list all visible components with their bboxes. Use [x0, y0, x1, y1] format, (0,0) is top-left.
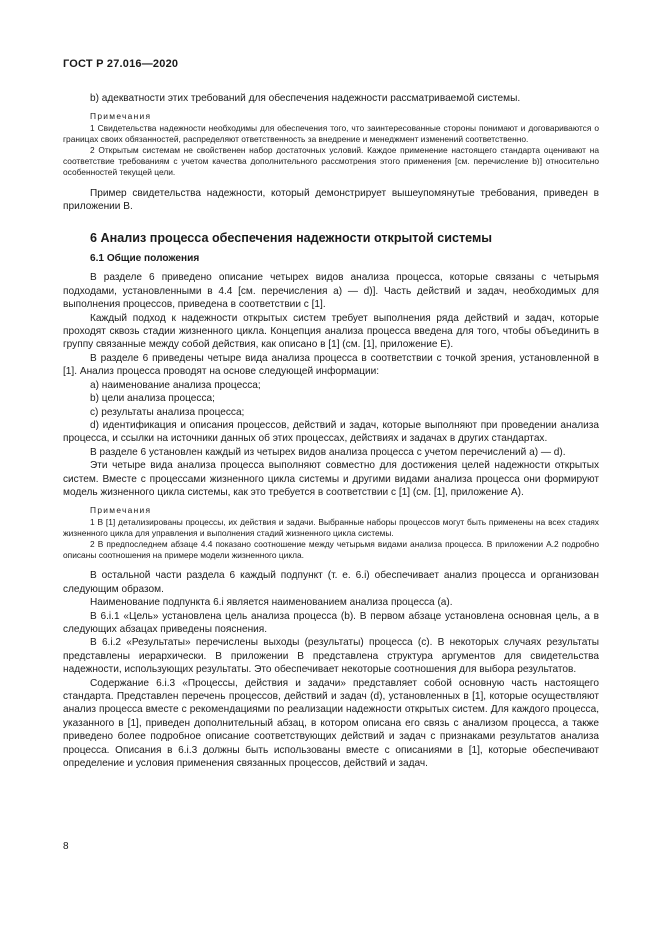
- list-item-a: a) наименование анализа процесса;: [90, 379, 261, 391]
- paragraph: В 6.i.2 «Результаты» перечислены выходы (результаты) процесса (с). В некоторых случаях результаты представлены иерархически. В приложении В представлена структура аргументов для свидетельства надежности, использующих результаты. Это обеспечивает некоторые соотношения для выбора результатов.: [63, 637, 599, 676]
- list-item-b: b) адекватности этих требований для обеспечения надежности рассматриваемой системы.: [90, 93, 521, 104]
- standard-header: ГОСТ Р 27.016—2020: [63, 58, 179, 70]
- list-item-d: d) идентификация и описания процессов, действий и задач, которые выполняют при проведении анализа процесса, и ссылки на источники данных об этих процессах, действиях и задачах в других стандартах.: [63, 419, 599, 445]
- note-2: 2 Открытым системам не свойственен набор достаточных условий. Каждое применение настоящего стандарта оценивают на соответствие требованиям с учетом качества дополнительного рассмотрения этого применения [см. перечисление b)] относительно особенностей текущей цели.: [63, 145, 599, 178]
- paragraph: В 6.i.1 «Цель» установлена цель анализа процесса (b). В первом абзаце установлена основная цель, а в следующих абзацах приведены пояснения.: [63, 610, 599, 635]
- page-content: [63, 92, 599, 770]
- notes-heading: Примечания: [90, 505, 152, 516]
- subsection-heading: 6.1 Общие положения: [90, 253, 200, 265]
- paragraph: Наименование подпункта 6.i является наименованием анализа процесса (а).: [90, 597, 453, 609]
- paragraph: В остальной части раздела 6 каждый подпункт (т. е. 6.i) обеспечивает анализ процесса и организован следующим образом.: [63, 570, 599, 595]
- note-2: 2 В предпоследнем абзаце 4.4 показано соотношение между четырьмя видами анализа процесса. В приложении А.2 подробно описаны соотношения на примере модели жизненного цикла.: [63, 538, 599, 561]
- page-number: 8: [63, 841, 69, 852]
- paragraph: Содержание 6.i.3 «Процессы, действия и задачи» представляет собой основную часть настоящего стандарта. Представлен перечень процессов, действий и задач (d), установленных в [1], которые осуществляют анализ процесса вместе с рекомендациями по реализации надежности открытых систем. Для каждого процесса, указанного в [1], приведен дополнительный абзац, в котором описана его связь с анализом процесса, а также приведено более подробное описание соответствующих действий и задач с признаками результатов анализа процесса. Описания в 6.i.3 должны быть использованы вместе с описаниями в [1], которые обеспечивают определение и условия применения связанных процессов, действий и задач.: [63, 677, 599, 770]
- list-item-b: b) цели анализа процесса;: [90, 393, 215, 405]
- notes-heading: Примечания: [90, 111, 152, 122]
- section-heading: 6 Анализ процесса обеспечения надежности открытой системы: [90, 231, 493, 246]
- paragraph: В разделе 6 приведено описание четырех видов анализа процесса, которые связаны с четырьмя подходами, установленными в 4.4 [см. перечисления а) — d)]. Часть действий и задач, необходимых для выполнения процессов, приведена в соответствии с [1].: [63, 272, 599, 311]
- paragraph: В разделе 6 приведены четыре вида анализа процесса в соответствии с точкой зрения, установленной в [1]. Анализ процесса проводят на основе следующей информации:: [63, 352, 599, 378]
- note-1: 1 В [1] детализированы процессы, их действия и задачи. Выбранные наборы процессов могут быть применены на всех стадиях жизненного цикла для управления и выполнения стадий жизненного цикла системы.: [63, 516, 599, 538]
- paragraph: Эти четыре вида анализа процесса выполняют совместно для достижения целей надежности открытых систем. Вместе с процессами жизненного цикла системы и другими видами анализа процесса они формируют модель жизненного цикла системы, как это требуется в соответствии с [1] (см. [1], приложение А).: [63, 460, 599, 498]
- paragraph: Каждый подход к надежности открытых систем требует выполнения ряда действий и задач, которые проходят сквозь стадии жизненного цикла. Концепция анализа процесса введена для того, чтобы объединить в группу связанные между собой действия, как описано в [1] (см. [1], приложение Е).: [63, 312, 599, 351]
- paragraph: В разделе 6 установлен каждый из четырех видов анализа процесса с учетом перечислений а) — d).: [90, 446, 566, 458]
- paragraph: Пример свидетельства надежности, который демонстрирует вышеупомянутые требования, приведен в приложении В.: [63, 187, 599, 213]
- note-1: 1 Свидетельства надежности необходимы для обеспечения того, что заинтересованные стороны понимают и договариваются о границах своих обязанностей, распределяют ответственность за внедрение и менеджмент изменений соответственно.: [63, 122, 599, 144]
- list-item-c: c) результаты анализа процесса;: [90, 406, 245, 418]
